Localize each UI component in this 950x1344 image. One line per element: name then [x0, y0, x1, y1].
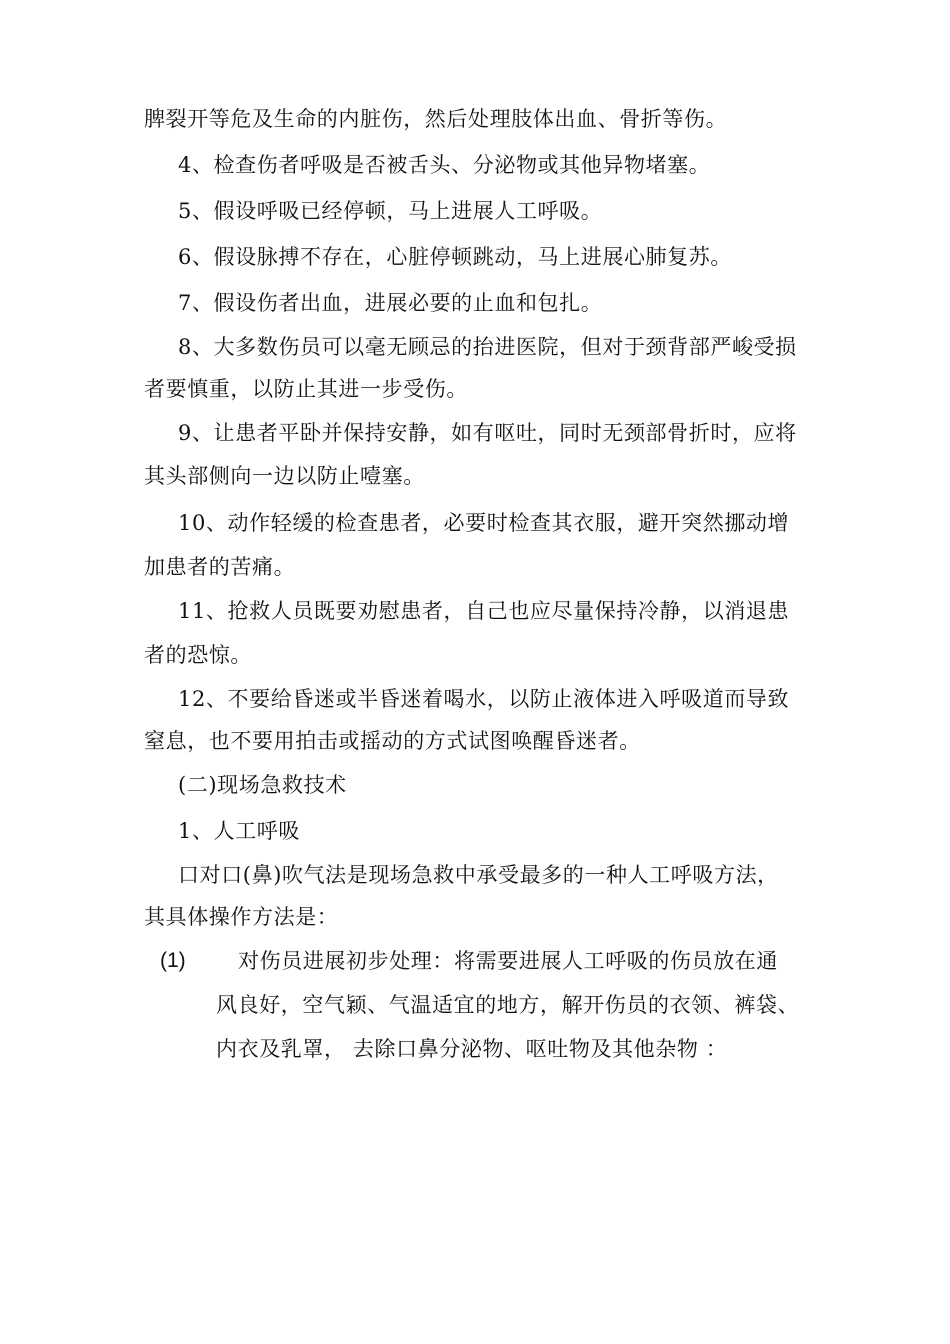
- text-line: 8、大多数伤员可以毫无顾忌的抬进医院，但对于颈背部严峻受损: [178, 335, 797, 359]
- text-line: 其具体操作方法是：: [144, 905, 339, 929]
- list-item-line: 对伤员进展初步处理：将需要进展人工呼吸的伤员放在通: [238, 949, 778, 973]
- text-line: 脾裂开等危及生命的内脏伤，然后处理肢体出血、骨折等伤。: [144, 107, 728, 131]
- subsection-heading: 1、人工呼吸: [178, 819, 300, 843]
- text-line: 10、动作轻缓的检查患者，必要时检查其衣服，避开突然挪动增: [178, 511, 790, 535]
- text-line: 者要慎重，以防止其进一步受伤。: [144, 377, 468, 401]
- text-line: 其头部侧向一边以防止噎塞。: [144, 464, 425, 488]
- list-number: (1): [160, 949, 186, 972]
- text-line: 口对口(鼻)吹气法是现场急救中承受最多的一种人工呼吸方法，: [178, 863, 779, 887]
- text-line: 加患者的苦痛。: [144, 555, 296, 579]
- text-line: 4、检查伤者呼吸是否被舌头、分泌物或其他异物堵塞。: [178, 153, 711, 177]
- text-line: 窒息，也不要用拍击或摇动的方式试图唤醒昏迷者。: [144, 729, 641, 753]
- text-line: 6、假设脉搏不存在，心脏停顿跳动，马上进展心肺复苏。: [178, 245, 732, 269]
- text-line: 9、让患者平卧并保持安静，如有呕吐，同时无颈部骨折时，应将: [178, 421, 797, 445]
- list-item-line: 风良好，空气颖、气温适宜的地方，解开伤员的衣领、裤袋、: [216, 993, 800, 1017]
- section-heading: (二)现场急救技术: [178, 773, 347, 797]
- text-line: 5、假设呼吸已经停顿，马上进展人工呼吸。: [178, 199, 603, 223]
- text-line: 12、不要给昏迷或半昏迷着喝水，以防止液体进入呼吸道而导致: [178, 687, 790, 711]
- text-line: 7、假设伤者出血，进展必要的止血和包扎。: [178, 291, 603, 315]
- text-line: 11、抢救人员既要劝慰患者，自己也应尽量保持冷静，以消退患: [178, 599, 790, 623]
- list-item-line: 内衣及乳罩， 去除口鼻分泌物、呕吐物及其他杂物 ：: [216, 1037, 728, 1061]
- text-line: 者的恐惊。: [144, 643, 252, 667]
